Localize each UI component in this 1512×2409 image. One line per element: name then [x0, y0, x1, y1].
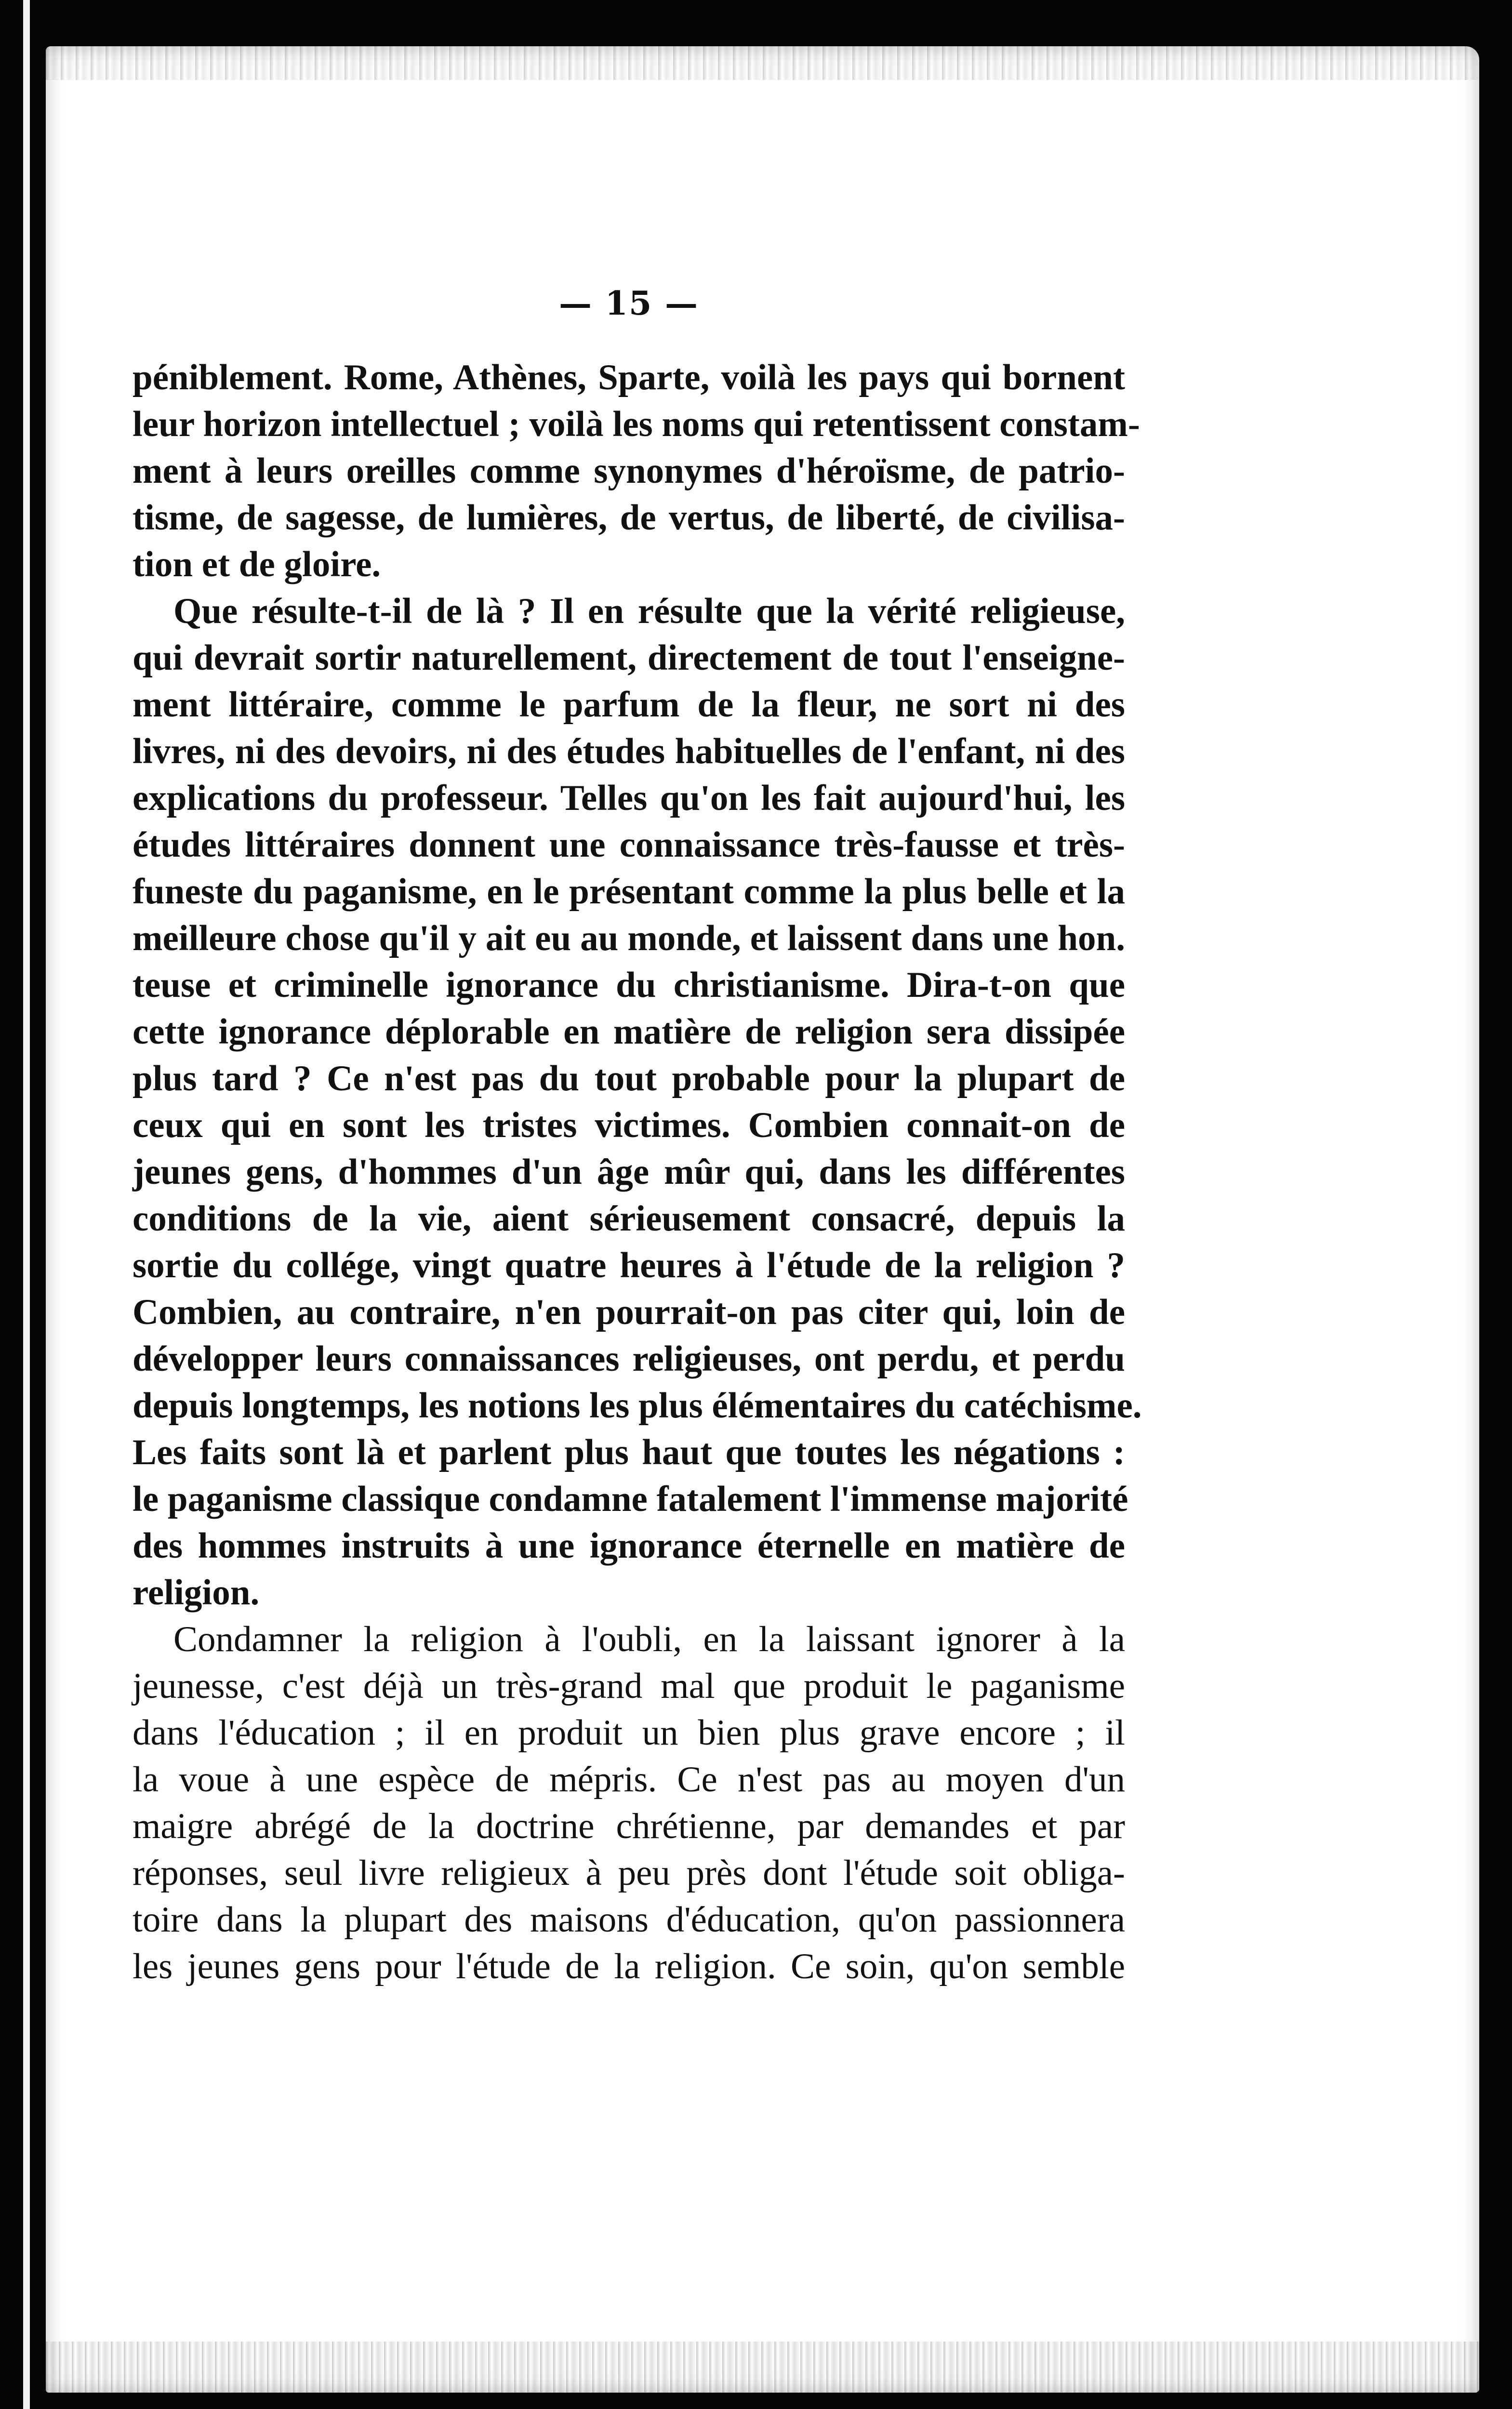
- page-bottom-noise: [46, 2342, 1479, 2395]
- text-line: ceux qui en sont les tristes victimes. Combien connait-on de: [133, 1105, 1125, 1145]
- text-line: réponses, seul livre religieux à peu près dont l'étude soit obliga-: [133, 1853, 1125, 1893]
- text-line: jeunesse, c'est déjà un très-grand mal que produit le paganisme: [133, 1666, 1125, 1706]
- text-line: tisme, de sagesse, de lumières, de vertus, de liberté, de civilisa-: [133, 498, 1125, 538]
- text-line: plus tard ? Ce n'est pas du tout probable pour la plupart de: [133, 1059, 1125, 1099]
- text-line: maigre abrégé de la doctrine chrétienne, par demandes et par: [133, 1806, 1125, 1846]
- text-line: meilleure chose qu'il y ait eu au monde, et laissent dans une hon.: [133, 918, 1125, 958]
- text-line: Condamner la religion à l'oubli, en la laissant ignorer à la: [173, 1619, 1125, 1659]
- text-line: le paganisme classique condamne fatalement l'immense majorité: [133, 1479, 1128, 1519]
- text-line: toire dans la plupart des maisons d'éducation, qu'on passionnera: [133, 1900, 1125, 1940]
- text-line: dans l'éducation ; il en produit un bien plus grave encore ; il: [133, 1713, 1125, 1753]
- text-line: depuis longtemps, les notions les plus élémentaires du catéchisme.: [133, 1386, 1142, 1426]
- page-number: — 15 —: [559, 284, 699, 323]
- text-line: la voue à une espèce de mépris. Ce n'est pas au moyen d'un: [133, 1760, 1125, 1800]
- text-line: tion et de gloire.: [133, 544, 381, 584]
- scan-edge-line: [23, 0, 30, 2409]
- body-text: [133, 354, 1142, 1990]
- text-line: livres, ni des devoirs, ni des études habituelles de l'enfant, ni des: [133, 731, 1125, 771]
- text-line: religion.: [133, 1573, 260, 1613]
- text-line: Que résulte-t-il de là ? Il en résulte que la vérité religieuse,: [173, 591, 1125, 631]
- text-line: jeunes gens, d'hommes d'un âge mûr qui, dans les différentes: [133, 1152, 1125, 1192]
- text-line: leur horizon intellectuel ; voilà les noms qui retentissent constam-: [133, 404, 1140, 444]
- text-line: cette ignorance déplorable en matière de religion sera dissipée: [133, 1012, 1125, 1052]
- paragraph-2: [133, 588, 1142, 1616]
- text-line: ment littéraire, comme le parfum de la fleur, ne sort ni des: [133, 685, 1125, 725]
- text-line: explications du professeur. Telles qu'on les fait aujourd'hui, les: [133, 778, 1125, 818]
- text-line: sortie du collége, vingt quatre heures à l'étude de la religion ?: [133, 1245, 1125, 1285]
- text-line: ment à leurs oreilles comme synonymes d'héroïsme, de patrio-: [133, 451, 1125, 491]
- text-line: Combien, au contraire, n'en pourrait-on pas citer qui, loin de: [133, 1292, 1125, 1332]
- text-line: qui devrait sortir naturellement, directement de tout l'enseigne-: [133, 638, 1125, 678]
- text-line: péniblement. Rome, Athènes, Sparte, voilà les pays qui bornent: [133, 357, 1125, 397]
- text-line: conditions de la vie, aient sérieusement consacré, depuis la: [133, 1199, 1125, 1239]
- text-line: funeste du paganisme, en le présentant comme la plus belle et la: [133, 872, 1125, 912]
- text-line: études littéraires donnent une connaissance très-fausse et très-: [133, 825, 1125, 865]
- paragraph-3: [133, 1616, 1125, 1990]
- text-line: Les faits sont là et parlent plus haut que toutes les négations :: [133, 1432, 1125, 1472]
- text-line: développer leurs connaissances religieuses, ont perdu, et perdu: [133, 1339, 1125, 1379]
- text-line: teuse et criminelle ignorance du christianisme. Dira-t-on que: [133, 965, 1125, 1005]
- page-top-noise: [46, 46, 1479, 80]
- text-line: les jeunes gens pour l'étude de la religion. Ce soin, qu'on semble: [133, 1946, 1125, 1986]
- text-line: des hommes instruits à une ignorance éternelle en matière de: [133, 1526, 1125, 1566]
- paragraph-1: [133, 354, 1140, 588]
